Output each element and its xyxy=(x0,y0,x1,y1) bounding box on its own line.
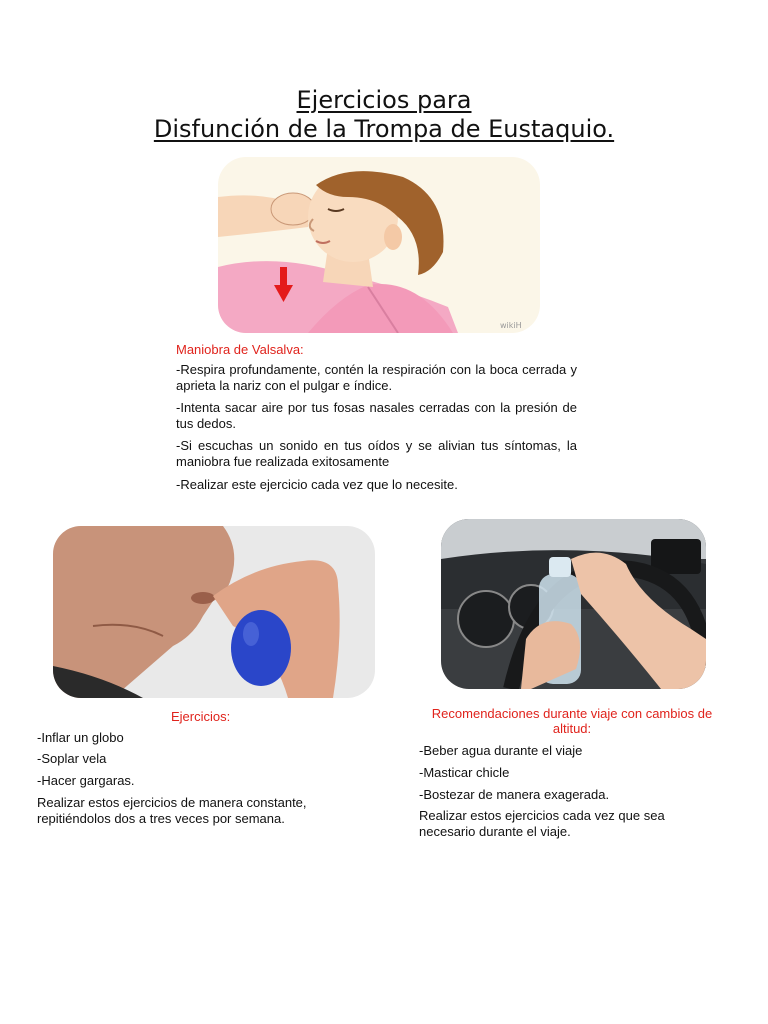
valsalva-step-1: -Respira profundamente, contén la respiración con la boca cerrada y aprieta la nariz con el pulgar e índice. xyxy=(176,362,577,393)
recomendaciones-heading: Recomendaciones durante viaje con cambios de altitud: xyxy=(431,706,713,736)
ejercicio-item-3: -Hacer gargaras. xyxy=(37,773,135,788)
balloon-photo xyxy=(53,526,375,698)
document-title-line-2: Disfunción de la Trompa de Eustaquio. xyxy=(153,115,615,143)
recomendacion-item-1: -Beber agua durante el viaje xyxy=(419,743,583,758)
ejercicios-note: Realizar estos ejercicios de manera constante, repitiéndolos dos a tres veces por semana. xyxy=(37,795,307,826)
document-title-line-1: Ejercicios para xyxy=(296,86,472,114)
recomendaciones-note: Realizar estos ejercicios cada vez que sea necesario durante el viaje. xyxy=(419,808,665,839)
valsalva-step-3: -Si escuchas un sonido en tus oídos y se alivian tus síntomas, la maniobra fue realizada exitosamente xyxy=(176,438,577,469)
driving-water-photo xyxy=(441,519,706,689)
watermark-text: wikiH xyxy=(500,321,522,330)
ejercicio-item-1: -Inflar un globo xyxy=(37,730,124,745)
valsalva-step-2: -Intenta sacar aire por tus fosas nasales cerradas con la presión de tus dedos. xyxy=(176,400,577,431)
ejercicios-heading: Ejercicios: xyxy=(171,709,231,724)
valsalva-illustration xyxy=(218,157,540,333)
ejercicio-item-2: -Soplar vela xyxy=(37,751,107,766)
recomendacion-item-3: -Bostezar de manera exagerada. xyxy=(419,787,610,802)
valsalva-heading: Maniobra de Valsalva: xyxy=(176,342,304,357)
recomendacion-item-2: -Masticar chicle xyxy=(419,765,510,780)
valsalva-step-4: -Realizar este ejercicio cada vez que lo necesite. xyxy=(176,477,458,492)
